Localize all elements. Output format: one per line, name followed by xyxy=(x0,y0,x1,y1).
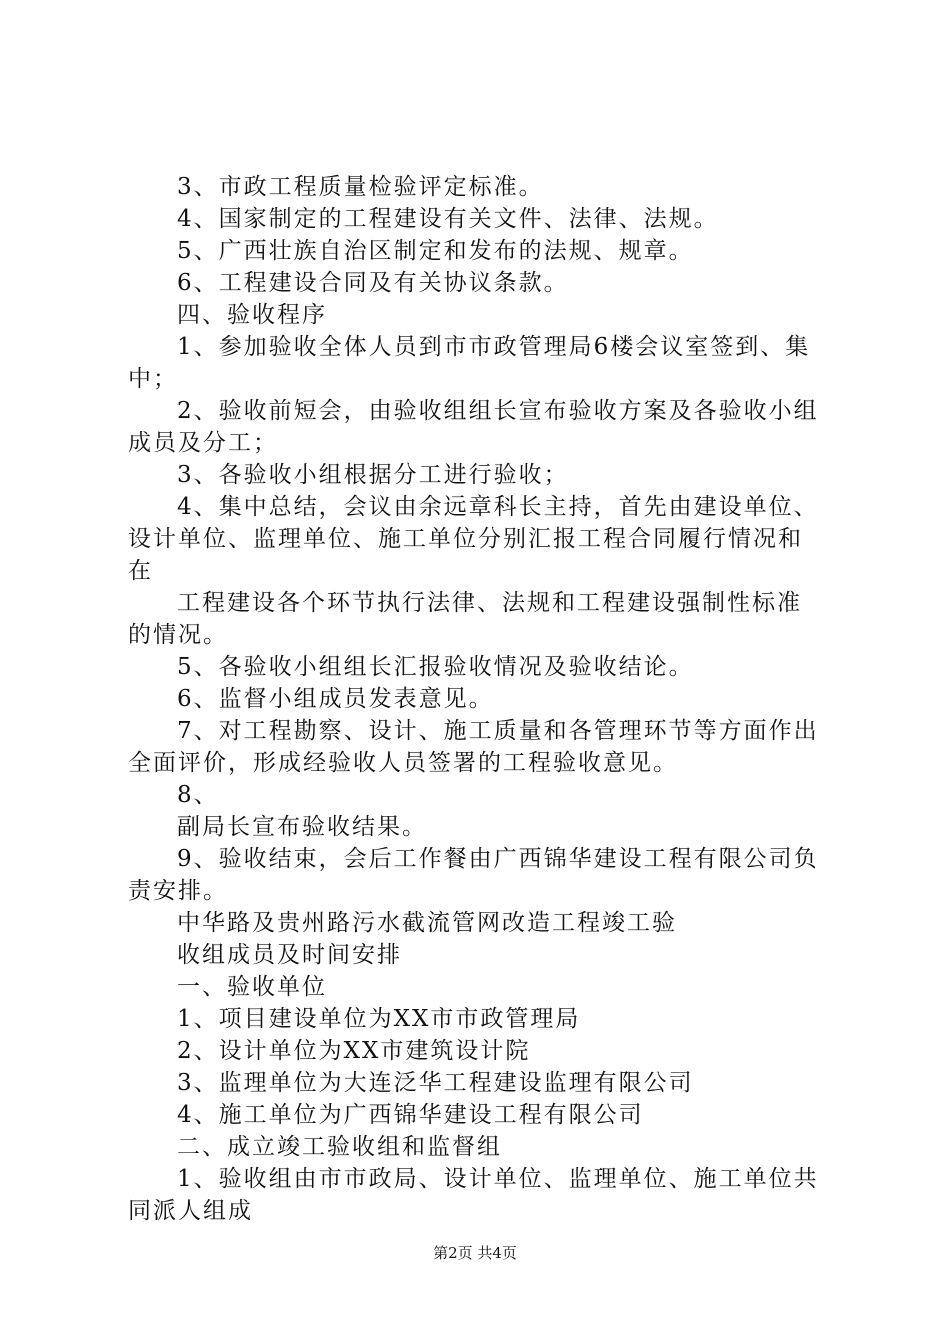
paragraph-line: 3、监理单位为大连泛华工程建设监理有限公司 xyxy=(177,1070,694,1096)
page-footer: 第2页 共4页 xyxy=(433,1244,517,1262)
paragraph-line: 8、 xyxy=(177,782,219,808)
paragraph-line: 5、各验收小组组长汇报验收情况及验收结论。 xyxy=(177,654,694,680)
section-heading: 四、验收程序 xyxy=(177,302,327,328)
section-title-line: 收组成员及时间安排 xyxy=(177,942,402,968)
paragraph-line: 成员及分工； xyxy=(128,430,278,456)
paragraph-line: 4、集中总结，会议由余远章科长主持，首先由建设单位、 xyxy=(177,494,819,520)
paragraph-line: 工程建设各个环节执行法律、法规和工程建设强制性标准 xyxy=(177,590,802,616)
section-heading: 二、成立竣工验收组和监督组 xyxy=(177,1134,502,1160)
paragraph-line: 2、验收前短会，由验收组组长宣布验收方案及各验收小组 xyxy=(177,398,819,424)
paragraph-line: 6、监督小组成员发表意见。 xyxy=(177,686,494,712)
paragraph-line: 1、验收组由市市政局、设计单位、监理单位、施工单位共 xyxy=(177,1166,819,1192)
paragraph-line: 5、广西壮族自治区制定和发布的法规、规章。 xyxy=(177,238,694,264)
paragraph-line: 3、市政工程质量检验评定标准。 xyxy=(177,174,544,200)
paragraph-line: 6、工程建设合同及有关协议条款。 xyxy=(177,270,569,296)
section-title-line: 中华路及贵州路污水截流管网改造工程竣工验 xyxy=(177,910,677,936)
paragraph-line: 同派人组成 xyxy=(128,1198,253,1224)
paragraph-line: 4、施工单位为广西锦华建设工程有限公司 xyxy=(177,1102,644,1128)
section-heading: 一、验收单位 xyxy=(177,974,327,1000)
paragraph-line: 1、项目建设单位为XX市市政管理局 xyxy=(177,1006,581,1032)
paragraph-line: 9、验收结束，会后工作餐由广西锦华建设工程有限公司负 xyxy=(177,846,819,872)
paragraph-line: 责安排。 xyxy=(128,878,228,904)
paragraph-line: 7、对工程勘察、设计、施工质量和各管理环节等方面作出 xyxy=(177,718,819,744)
paragraph-line: 2、设计单位为XX市建筑设计院 xyxy=(177,1038,531,1064)
paragraph-line: 设计单位、监理单位、施工单位分别汇报工程合同履行情况和 xyxy=(128,526,803,552)
paragraph-line: 全面评价，形成经验收人员签署的工程验收意见。 xyxy=(128,750,678,776)
paragraph-line: 4、国家制定的工程建设有关文件、法律、法规。 xyxy=(177,206,719,232)
paragraph-line: 1、参加验收全体人员到市市政管理局6楼会议室签到、集 xyxy=(177,334,811,360)
paragraph-line: 中； xyxy=(128,366,178,392)
paragraph-line: 3、各验收小组根据分工进行验收； xyxy=(177,462,569,488)
paragraph-line: 副局长宣布验收结果。 xyxy=(177,814,427,840)
paragraph-line: 在 xyxy=(128,558,153,584)
paragraph-line: 的情况。 xyxy=(128,622,228,648)
